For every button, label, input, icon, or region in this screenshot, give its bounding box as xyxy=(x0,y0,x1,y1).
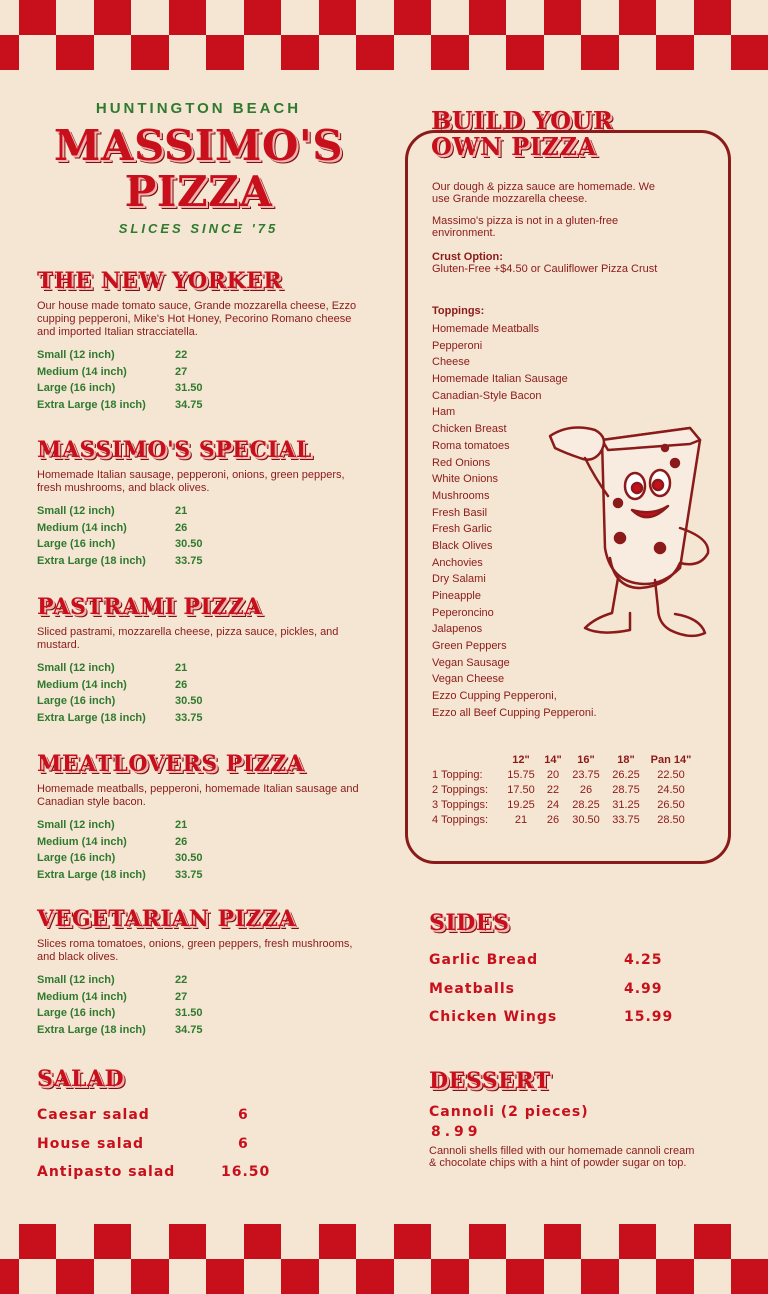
checker-square xyxy=(131,35,169,70)
checker-square xyxy=(394,0,432,35)
topping-item: White Onions xyxy=(432,473,499,486)
checker-square xyxy=(694,1224,732,1259)
checker-square xyxy=(56,1259,94,1294)
price-row xyxy=(37,972,367,989)
price-row xyxy=(37,536,367,553)
size-label: Large (16 inch) xyxy=(37,382,116,394)
checker-square xyxy=(0,35,19,70)
brand-name xyxy=(37,123,360,215)
size-label: Medium (14 inch) xyxy=(37,365,127,378)
sides-item-name: Chicken Wings xyxy=(429,1009,558,1025)
checker-square xyxy=(356,1259,394,1294)
checker-square xyxy=(19,0,57,35)
price-col-header: Pan 14" xyxy=(650,754,692,766)
price-value: 33.75 xyxy=(175,554,203,567)
size-label: Extra Large (18 inch) xyxy=(37,554,146,567)
salad-item-name: House salad xyxy=(37,1135,145,1152)
brand-since: SLICES SINCE '75 xyxy=(118,221,279,236)
size-label: Small (12 inch) xyxy=(37,819,115,831)
price-row xyxy=(37,503,367,520)
topping-item: Chicken Breast xyxy=(432,423,507,436)
price-col-header: 14" xyxy=(544,754,562,766)
price-row xyxy=(37,850,367,867)
topping-item: Ezzo all Beef Cupping Pepperoni. xyxy=(432,706,597,719)
pizza-desc: Sliced pastrami, mozzarella cheese, pizza sauce, pickles, and mustard. xyxy=(37,626,339,651)
topping-item: Vegan Cheese xyxy=(432,673,505,686)
build-intro-1: Our dough & pizza sauce are homemade. We use Grande mozzarella cheese. xyxy=(432,181,655,205)
topping-item: Pineapple xyxy=(432,590,481,602)
checker-square xyxy=(356,35,394,70)
checker-square xyxy=(394,1224,432,1259)
salad-title: SALAD xyxy=(37,1066,125,1092)
price-cell: 28.75 xyxy=(612,784,640,796)
dessert-price: 8.99 xyxy=(431,1124,482,1140)
price-row xyxy=(37,1005,367,1022)
price-value: 26 xyxy=(175,678,188,691)
price-value: 22 xyxy=(175,974,188,986)
checker-square xyxy=(469,1224,507,1259)
price-value: 26 xyxy=(175,835,188,848)
topping-item: Red Onions xyxy=(432,456,491,469)
price-cell: 26 xyxy=(546,814,560,826)
checker-square xyxy=(319,1224,357,1259)
checker-square xyxy=(244,0,282,35)
checker-square xyxy=(431,1259,469,1294)
checker-square xyxy=(206,35,244,70)
price-row xyxy=(37,660,367,677)
price-row xyxy=(37,989,367,1006)
topping-item: Cheese xyxy=(432,356,470,369)
header-spacer xyxy=(432,753,502,768)
pizza-desc: Slices roma tomatoes, onions, green peppers, fresh mushrooms, and black olives. xyxy=(37,938,353,963)
checker-square xyxy=(619,1224,657,1259)
topping-price-table xyxy=(432,753,696,828)
checker-square xyxy=(281,35,319,70)
topping-item: Homemade Italian Sausage xyxy=(432,373,568,386)
price-cell: 22.50 xyxy=(657,769,685,781)
price-value: 34.75 xyxy=(175,1023,203,1036)
price-row xyxy=(37,380,367,397)
brand-name-line2: PIZZA xyxy=(124,167,273,216)
topping-item: Roma tomatoes xyxy=(432,439,510,452)
checker-square xyxy=(544,0,582,35)
price-table-row xyxy=(432,768,696,783)
price-row xyxy=(37,1022,367,1039)
price-value: 27 xyxy=(175,990,188,1003)
checker-square xyxy=(319,0,357,35)
checker-square xyxy=(694,0,732,35)
topping-item: Dry Salami xyxy=(432,573,486,586)
checker-square xyxy=(169,1224,207,1259)
dessert-desc: Cannoli shells filled with our homemade cannoli cream & chocolate chips with a hint of powder sugar on top. xyxy=(429,1145,695,1169)
size-label: Extra Large (18 inch) xyxy=(37,868,146,881)
build-title-line1: BUILD YOUR xyxy=(431,106,614,135)
price-cell: 22 xyxy=(546,784,560,796)
salad-item-price: 6 xyxy=(238,1135,249,1152)
price-value: 27 xyxy=(175,365,188,378)
topping-item: Ham xyxy=(432,406,456,419)
checker-square xyxy=(506,1259,544,1294)
checker-border-bottom xyxy=(0,1224,768,1294)
size-label: Medium (14 inch) xyxy=(37,835,127,848)
price-row xyxy=(37,397,367,414)
price-cell: 26.25 xyxy=(612,769,640,781)
pizza-item xyxy=(37,751,367,883)
pizza-name: VEGETARIAN PIZZA xyxy=(37,906,297,932)
price-value: 30.50 xyxy=(175,538,203,550)
checker-square xyxy=(431,35,469,70)
price-cell: 26 xyxy=(579,784,593,796)
price-value: 21 xyxy=(175,819,188,831)
size-label: Small (12 inch) xyxy=(37,505,115,517)
price-row xyxy=(37,677,367,694)
price-row xyxy=(37,364,367,381)
checker-square xyxy=(731,1259,768,1294)
price-cell: 17.50 xyxy=(507,784,535,796)
price-row xyxy=(37,553,367,570)
pizza-name: MEATLOVERS PIZZA xyxy=(37,751,305,777)
pizza-item xyxy=(37,594,367,726)
price-value: 33.75 xyxy=(175,711,203,724)
price-value: 22 xyxy=(175,349,188,361)
brand-name-line1: MASSIMO'S xyxy=(53,121,344,170)
row-label: 1 Topping: xyxy=(432,769,483,781)
price-cell: 23.75 xyxy=(572,769,600,781)
size-label: Large (16 inch) xyxy=(37,695,116,707)
topping-item: Anchovies xyxy=(432,556,483,569)
price-value: 33.75 xyxy=(175,868,203,881)
price-table-row xyxy=(432,813,696,828)
pizza-item xyxy=(37,906,367,1038)
checker-square xyxy=(731,35,768,70)
checker-square xyxy=(19,1224,57,1259)
row-label: 4 Toppings: xyxy=(432,814,489,826)
price-list xyxy=(37,972,367,1038)
price-cell: 20 xyxy=(546,769,560,781)
price-row xyxy=(37,347,367,364)
size-label: Extra Large (18 inch) xyxy=(37,1023,146,1036)
salad-item-price: 16.50 xyxy=(221,1164,271,1180)
price-row xyxy=(37,867,367,884)
topping-item: Peperoncino xyxy=(432,606,494,619)
brand-header xyxy=(37,100,360,236)
price-cell: 31.25 xyxy=(612,799,640,811)
crust-option xyxy=(432,251,712,275)
topping-item: Fresh Basil xyxy=(432,506,488,519)
dessert-title: DESSERT xyxy=(429,1068,551,1094)
pizza-name: THE NEW YORKER xyxy=(37,268,283,294)
price-col-header: 12" xyxy=(512,754,530,766)
row-label: 2 Toppings: xyxy=(432,784,489,796)
price-value: 21 xyxy=(175,662,188,674)
price-cell: 21 xyxy=(514,814,528,826)
price-value: 26 xyxy=(175,521,188,534)
build-intro-2: Massimo's pizza is not in a gluten-free environment. xyxy=(432,215,619,239)
checker-square xyxy=(206,1259,244,1294)
size-label: Medium (14 inch) xyxy=(37,678,127,691)
size-label: Large (16 inch) xyxy=(37,1007,116,1019)
pizza-name: PASTRAMI PIZZA xyxy=(37,594,262,620)
sides-item-name: Meatballs xyxy=(429,980,515,997)
checker-border-top xyxy=(0,0,768,70)
salad-item-name: Antipasto salad xyxy=(37,1164,176,1180)
checker-square xyxy=(656,35,694,70)
checker-square xyxy=(619,0,657,35)
price-col-header: 16" xyxy=(577,754,595,766)
checker-square xyxy=(0,1259,19,1294)
price-cell: 30.50 xyxy=(572,814,600,826)
topping-item: Jalapenos xyxy=(432,623,483,636)
price-row xyxy=(37,817,367,834)
topping-item: Fresh Garlic xyxy=(432,523,492,536)
checker-square xyxy=(169,0,207,35)
size-label: Extra Large (18 inch) xyxy=(37,398,146,411)
sides-item-name: Garlic Bread xyxy=(429,952,539,968)
price-value: 30.50 xyxy=(175,852,203,864)
price-row xyxy=(37,520,367,537)
price-list xyxy=(37,817,367,883)
checker-square xyxy=(544,1224,582,1259)
size-label: Medium (14 inch) xyxy=(37,521,127,534)
pizza-name: MASSIMO'S SPECIAL xyxy=(37,437,312,463)
sides-item-price: 4.25 xyxy=(624,952,663,968)
price-cell: 28.25 xyxy=(572,799,600,811)
price-value: 31.50 xyxy=(175,1007,203,1019)
checker-square xyxy=(56,35,94,70)
checker-square xyxy=(131,1259,169,1294)
sides-item-price: 4.99 xyxy=(624,980,663,997)
size-label: Small (12 inch) xyxy=(37,662,115,674)
topping-item: Homemade Meatballs xyxy=(432,323,539,335)
checker-square xyxy=(94,0,132,35)
price-table-row xyxy=(432,798,696,813)
price-list xyxy=(37,347,367,413)
sides-item-price: 15.99 xyxy=(624,1009,674,1025)
price-list xyxy=(37,660,367,726)
checker-square xyxy=(506,35,544,70)
crust-text: Gluten-Free +$4.50 or Cauliflower Pizza Crust xyxy=(432,263,658,275)
price-col-header: 18" xyxy=(617,754,635,766)
price-value: 30.50 xyxy=(175,695,203,707)
checker-square xyxy=(469,0,507,35)
price-value: 34.75 xyxy=(175,398,203,411)
price-cell: 33.75 xyxy=(612,814,640,826)
price-list xyxy=(37,503,367,569)
pizza-desc: Our house made tomato sauce, Grande mozzarella cheese, Ezzo cupping pepperoni, Mike's Hot Honey, Pecorino Romano cheese and imported Italian stracciatella. xyxy=(37,300,357,338)
checker-square xyxy=(94,1224,132,1259)
price-table-row xyxy=(432,783,696,798)
pizza-item xyxy=(37,268,367,413)
size-label: Extra Large (18 inch) xyxy=(37,711,146,724)
size-label: Medium (14 inch) xyxy=(37,990,127,1003)
dessert-item: Cannoli (2 pieces) xyxy=(429,1104,589,1120)
checker-square xyxy=(581,1259,619,1294)
row-label: 3 Toppings: xyxy=(432,799,489,811)
price-row xyxy=(37,834,367,851)
build-title-line2: OWN PIZZA xyxy=(431,132,597,161)
topping-item: Ezzo Cupping Pepperoni, xyxy=(432,690,557,703)
price-row xyxy=(37,710,367,727)
price-cell: 15.75 xyxy=(507,769,535,781)
checker-square xyxy=(656,1259,694,1294)
sides-title: SIDES xyxy=(429,910,510,936)
topping-item: Pepperoni xyxy=(432,339,483,352)
topping-item: Vegan Sausage xyxy=(432,656,510,669)
checker-square xyxy=(581,35,619,70)
topping-item: Canadian-Style Bacon xyxy=(432,389,542,402)
checker-square xyxy=(244,1224,282,1259)
size-label: Large (16 inch) xyxy=(37,538,116,550)
pizza-item xyxy=(37,437,367,569)
size-label: Large (16 inch) xyxy=(37,852,116,864)
toppings-label: Toppings: xyxy=(432,305,485,317)
topping-item: Green Peppers xyxy=(432,640,507,653)
size-label: Small (12 inch) xyxy=(37,974,115,986)
price-cell: 28.50 xyxy=(657,814,685,826)
price-cell: 19.25 xyxy=(507,799,535,811)
price-value: 21 xyxy=(175,505,188,517)
pizza-slice-mascot-icon xyxy=(540,418,720,648)
pizza-desc: Homemade Italian sausage, pepperoni, onions, green peppers, fresh mushrooms, and black olives. xyxy=(37,469,345,494)
brand-city: HUNTINGTON BEACH xyxy=(95,100,302,117)
checker-square xyxy=(281,1259,319,1294)
pizza-desc: Homemade meatballs, pepperoni, homemade Italian sausage and Canadian style bacon. xyxy=(37,783,359,808)
price-table-header xyxy=(432,753,696,768)
size-label: Small (12 inch) xyxy=(37,349,115,361)
price-cell: 26.50 xyxy=(657,799,685,811)
topping-item: Mushrooms xyxy=(432,489,490,502)
price-value: 31.50 xyxy=(175,382,203,394)
price-cell: 24.50 xyxy=(657,784,685,796)
salad-item-name: Caesar salad xyxy=(37,1107,150,1123)
price-row xyxy=(37,693,367,710)
topping-item: Black Olives xyxy=(432,539,493,552)
salad-item-price: 6 xyxy=(238,1107,249,1123)
price-cell: 24 xyxy=(546,799,560,811)
crust-label: Crust Option: xyxy=(432,251,503,263)
